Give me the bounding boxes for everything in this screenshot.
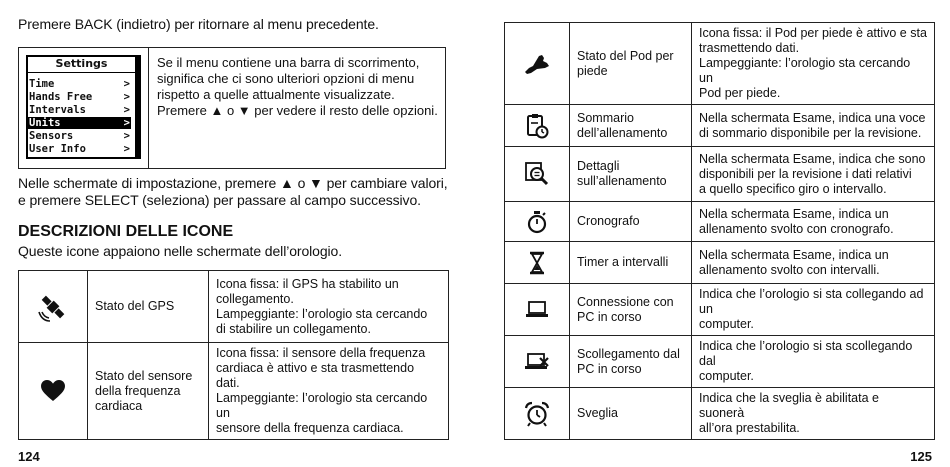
desc-line: Lampeggiante: l’orologio sta cercando un: [699, 56, 911, 85]
scroll-note: Se il menu contiene una barra di scorrimento, significa che ci sono ulteriori opzioni di menu rispetto a quelle attualmente visualizzate. Premere ▲ o ▼ per vedere il resto delle opzioni.: [157, 55, 438, 118]
icon-description: [692, 147, 935, 202]
settings-note: [18, 175, 448, 209]
menu-item-label: Sensors: [29, 130, 74, 142]
icon-name: Stato del GPS: [88, 271, 209, 343]
desc-line: Pod per piede.: [699, 86, 781, 100]
icon-cell: [505, 147, 570, 202]
page-number-right: 125: [910, 449, 932, 464]
menu-item-units: [28, 117, 131, 129]
settings-note-line: Nelle schermate di impostazione, premere ▲ o ▼ per cambiare valori,: [18, 175, 448, 191]
magnifier-detail-icon: [524, 161, 550, 187]
icon-cell: [19, 343, 88, 440]
table-row: [19, 343, 449, 440]
icon-description: [692, 105, 935, 147]
icon-name: Sommario dell’allenamento: [570, 105, 692, 147]
menu-item-intervals: [28, 104, 131, 116]
heart-icon: [40, 379, 66, 403]
menu-item-label: Hands Free: [29, 91, 93, 103]
icon-description: [209, 271, 449, 343]
gps-satellite-icon: [36, 290, 70, 324]
icon-cell: [19, 271, 88, 343]
icon-description: [692, 388, 935, 440]
icon-name: Stato del sensore della frequenza cardiaca: [88, 343, 209, 440]
desc-line: sensore della frequenza cardiaca.: [216, 421, 404, 435]
table-row: [505, 242, 935, 284]
desc-line: allenamento svolto con cronografo.: [699, 221, 894, 236]
desc-line: allenamento svolto con intervalli.: [699, 262, 880, 277]
menu-item-label: Intervals: [29, 104, 86, 116]
section-title: DESCRIZIONI DELLE ICONE: [18, 223, 234, 240]
laptop-connect-icon: [524, 300, 550, 320]
desc-line: Icona fissa: il sensore della frequenza: [216, 346, 426, 360]
menu-item-label: Units: [29, 117, 61, 129]
desc-line: Nella schermata Esame, indica una voce: [699, 110, 926, 125]
icon-name: Cronografo: [570, 202, 692, 242]
chevron-right-icon: >: [123, 91, 130, 103]
icon-table-right: [504, 22, 935, 440]
settings-example-box: [18, 47, 446, 169]
table-row: [505, 23, 935, 105]
table-row: [505, 105, 935, 147]
chevron-right-icon: >: [123, 78, 130, 90]
icon-name: Stato del Pod per piede: [570, 23, 692, 105]
menu-item-time: [28, 78, 131, 90]
laptop-disconnect-icon: [524, 352, 550, 372]
desc-line: Icona fissa: il Pod per piede è attivo e sta: [699, 26, 927, 40]
table-row: [505, 147, 935, 202]
desc-line: di sommario disponibile per la revisione.: [699, 125, 922, 140]
desc-line: computer.: [699, 317, 754, 331]
desc-line: computer.: [699, 369, 754, 383]
desc-line: collegamento.: [216, 291, 294, 306]
menu-item-hands-free: [28, 91, 131, 103]
watch-settings-screen: [26, 55, 141, 159]
menu-item-label: User Info: [29, 143, 86, 155]
clipboard-timer-icon: [525, 112, 549, 140]
table-row: [505, 336, 935, 388]
icon-description: [692, 202, 935, 242]
section-subtitle: Queste icone appaiono nelle schermate dell’orologio.: [18, 243, 343, 259]
icon-description: [209, 343, 449, 440]
alarm-clock-icon: [524, 401, 550, 427]
desc-line: a quello specifico giro o intervallo.: [699, 181, 887, 196]
settings-note-line: e premere SELECT (seleziona) per passare al campo successivo.: [18, 192, 421, 208]
table-row: [505, 388, 935, 440]
icon-cell: [505, 202, 570, 242]
scrollbar: [135, 57, 139, 157]
settings-screen-title: Settings: [55, 57, 108, 70]
icon-description: [692, 23, 935, 105]
icon-name: Connessione con PC in corso: [570, 284, 692, 336]
desc-line: Nella schermata Esame, indica che sono: [699, 151, 926, 166]
intro-text: Premere BACK (indietro) per ritornare al menu precedente.: [18, 16, 379, 32]
chevron-right-icon: >: [123, 143, 130, 155]
desc-line: Indica che la sveglia è abilitata e suonerà: [699, 391, 879, 420]
box-divider: [148, 48, 149, 168]
desc-line: cardiaca è attivo e sta trasmettendo dati.: [216, 361, 415, 390]
icon-cell: [505, 336, 570, 388]
desc-line: Icona fissa: il GPS ha stabilito un: [216, 276, 399, 291]
table-row: [19, 271, 449, 343]
stopwatch-icon: [526, 210, 548, 234]
desc-line: di stabilire un collegamento.: [216, 321, 371, 336]
icon-name: Dettagli sull’allenamento: [570, 147, 692, 202]
icon-name: Sveglia: [570, 388, 692, 440]
table-row: [505, 284, 935, 336]
icon-cell: [505, 23, 570, 105]
hourglass-icon: [528, 251, 546, 275]
icon-name: Timer a intervalli: [570, 242, 692, 284]
chevron-right-icon: >: [123, 104, 130, 116]
table-row: [505, 202, 935, 242]
desc-line: Nella schermata Esame, indica un: [699, 247, 889, 262]
icon-cell: [505, 242, 570, 284]
page-number-left: 124: [18, 449, 40, 464]
icon-description: [692, 284, 935, 336]
chevron-right-icon: >: [123, 130, 130, 142]
chevron-right-icon: >: [123, 117, 130, 129]
desc-line: Lampeggiante: l’orologio sta cercando un: [216, 391, 428, 420]
shoe-icon: [523, 52, 551, 76]
desc-line: disponibili per la revisione i dati relativi: [699, 166, 912, 181]
icon-cell: [505, 388, 570, 440]
menu-item-user-info: [28, 143, 131, 155]
desc-line: Lampeggiante: l’orologio sta cercando: [216, 306, 428, 321]
icon-description: [692, 336, 935, 388]
icon-description: [692, 242, 935, 284]
icon-table-left: [18, 270, 449, 440]
desc-line: Indica che l’orologio si sta scollegando dal: [699, 339, 913, 368]
desc-line: trasmettendo dati.: [699, 41, 800, 55]
desc-line: Nella schermata Esame, indica un: [699, 206, 889, 221]
icon-cell: [505, 105, 570, 147]
menu-item-sensors: [28, 130, 131, 142]
icon-cell: [505, 284, 570, 336]
desc-line: all’ora prestabilita.: [699, 421, 800, 435]
icon-name: Scollegamento dal PC in corso: [570, 336, 692, 388]
title-divider: [28, 72, 135, 73]
menu-item-label: Time: [29, 78, 55, 90]
desc-line: Indica che l’orologio si sta collegando ad un: [699, 287, 924, 316]
